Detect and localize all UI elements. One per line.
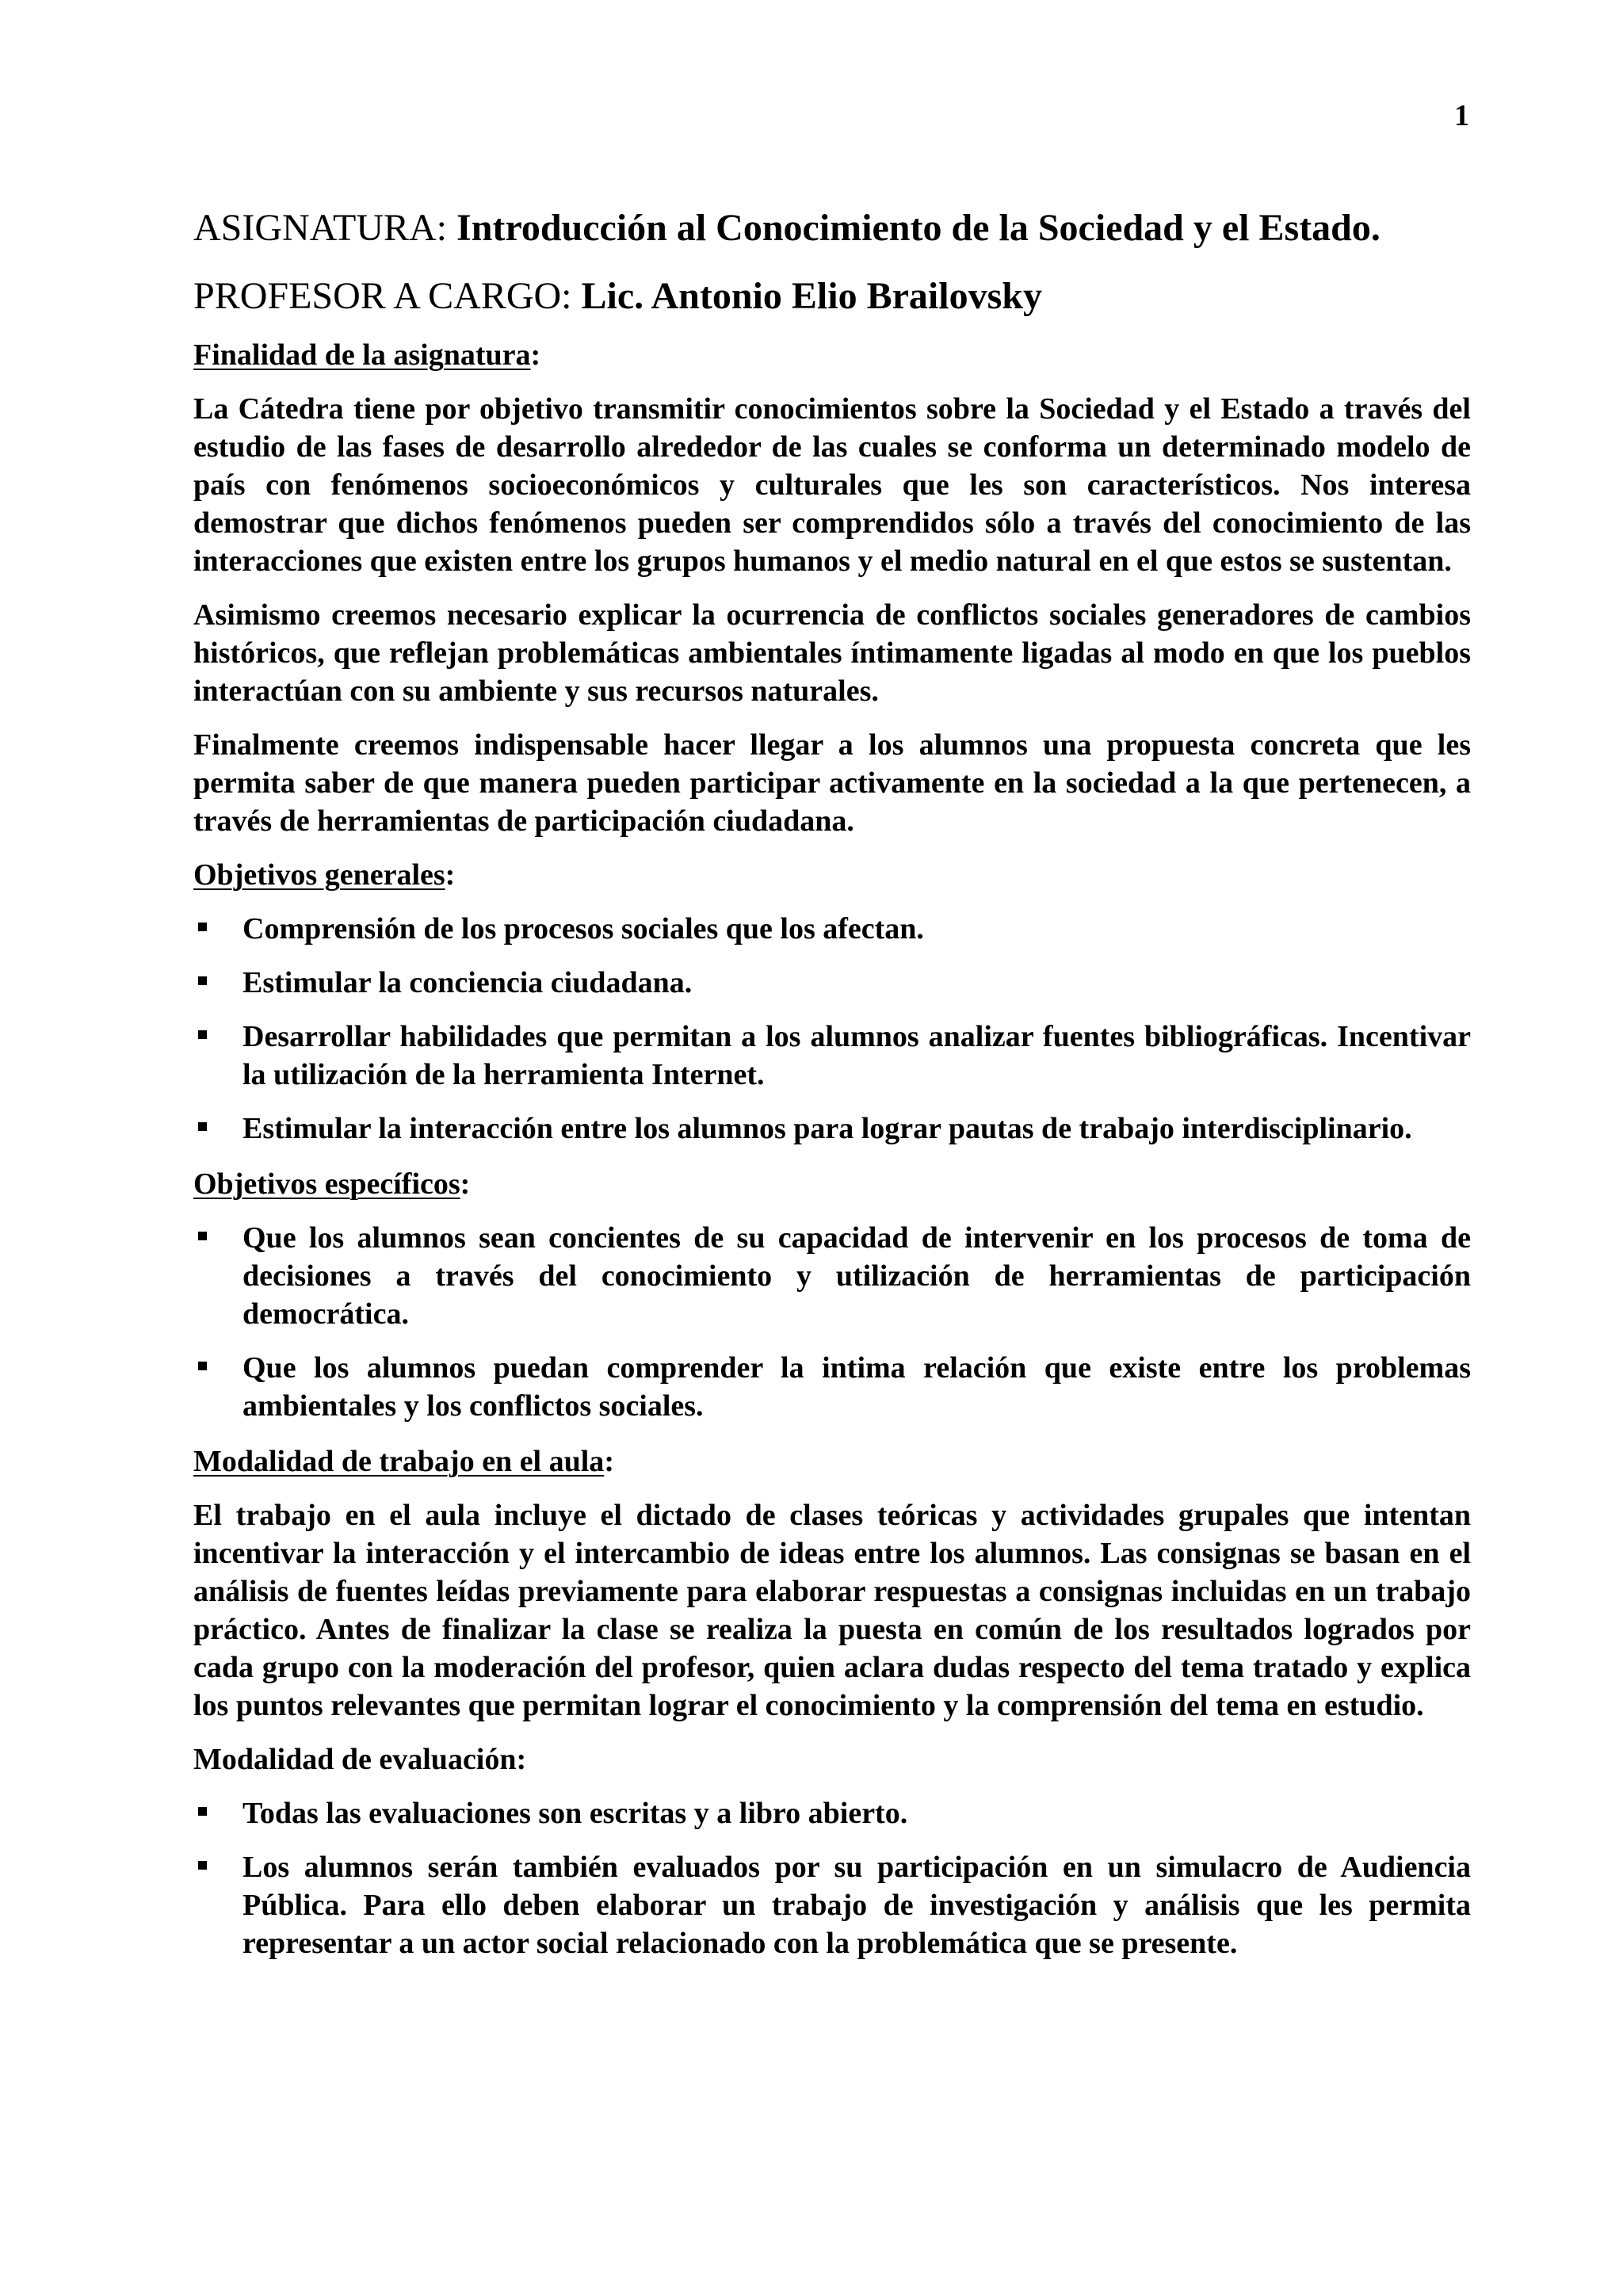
objetivos-generales-list <box>193 910 1471 1148</box>
paragraph: La Cátedra tiene por objetivo transmitir conocimientos sobre la Sociedad y el Estado a través del estudio de las fases de desarrollo alrededor de las cuales se conforma un determinado modelo de país con fenómenos socioeconómicos y culturales que les son característicos. Nos interesa demostrar que dichos fenómenos pueden ser comprendidos sólo a través del conocimiento de las interacciones que existen entre los grupos humanos y el medio natural en el que estos se sustentan. <box>193 392 1471 578</box>
section-heading-objetivos-especificos: Objetivos específicos: <box>193 1167 471 1201</box>
document-body <box>193 203 1471 1980</box>
list-item-text: Que los alumnos puedan comprender la intima relación que existe entre los problemas ambientales y los conflictos sociales. <box>242 1351 1471 1423</box>
list-item <box>193 1110 1471 1148</box>
paragraph: El trabajo en el aula incluye el dictado de clases teóricas y actividades grupales que intentan incentivar la interacción y el intercambio de ideas entre los alumnos. Las consignas se basan en el análisis de fuentes leídas previamente para elaborar respuestas a consignas incluidas en un trabajo práctico. Antes de finalizar la clase se realiza la puesta en común de los resultados logrados por cada grupo con la moderación del profesor, quien aclara dudas respecto del tema tratado y explica los puntos relevantes que permitan lograr el conocimiento y la comprensión del tema en estudio. <box>193 1499 1471 1722</box>
section-heading-modalidad-trabajo: Modalidad de trabajo en el aula: <box>193 1445 614 1478</box>
list-item-text: Estimular la conciencia ciudadana. <box>242 966 693 999</box>
objetivos-especificos-list <box>193 1219 1471 1425</box>
list-item <box>193 1794 1471 1832</box>
list-item-text: Desarrollar habilidades que permitan a los alumnos analizar fuentes bibliográficas. Incentivar la utilización de la herramienta Internet. <box>242 1020 1471 1091</box>
list-item-text: Los alumnos serán también evaluados por su participación en un simulacro de Audiencia Pública. Para ello deben elaborar un trabajo de investigación y análisis que les permita representar a un actor social relacionado con la problemática que se presente. <box>242 1851 1471 1960</box>
list-item-text: Estimular la interacción entre los alumnos para lograr pautas de trabajo interdisciplinario. <box>242 1112 1412 1145</box>
page-number: 1 <box>1454 99 1469 132</box>
list-item <box>193 1219 1471 1333</box>
list-item-text: Comprensión de los procesos sociales que los afectan. <box>242 912 924 946</box>
list-item <box>193 964 1471 1002</box>
subject-label: ASIGNATURA: <box>193 207 448 249</box>
square-bullet-icon <box>198 1861 207 1870</box>
square-bullet-icon <box>198 1122 207 1131</box>
modalidad-evaluacion-list <box>193 1794 1471 1962</box>
section-heading-objetivos-generales: Objetivos generales: <box>193 858 456 892</box>
professor-value: Lic. Antonio Elio Brailovsky <box>581 275 1042 317</box>
list-item <box>193 1848 1471 1962</box>
list-item <box>193 910 1471 948</box>
paragraph: Asimismo creemos necesario explicar la ocurrencia de conflictos sociales generadores de cambios históricos, que reflejan problemáticas ambientales íntimamente ligadas al modo en que los pueblos interactúan con su ambiente y sus recursos naturales. <box>193 598 1471 708</box>
square-bullet-icon <box>198 1362 207 1370</box>
professor-line <box>193 271 1471 322</box>
section-heading-modalidad-evaluacion: Modalidad de evaluación: <box>193 1743 527 1776</box>
square-bullet-icon <box>198 923 207 931</box>
heading-text: Objetivos generales <box>193 858 445 892</box>
subject-line <box>193 203 1471 254</box>
professor-label: PROFESOR A CARGO: <box>193 275 572 317</box>
list-item-text: Que los alumnos sean concientes de su capacidad de intervenir en los procesos de toma de decisiones a través del conocimiento y utilización de herramientas de participación democrática. <box>242 1221 1471 1331</box>
heading-text: Modalidad de trabajo en el aula <box>193 1445 605 1478</box>
square-bullet-icon <box>198 1030 207 1039</box>
square-bullet-icon <box>198 976 207 985</box>
square-bullet-icon <box>198 1807 207 1816</box>
list-item <box>193 1349 1471 1425</box>
subject-value: Introducción al Conocimiento de la Sociedad y el Estado. <box>456 207 1381 249</box>
list-item <box>193 1018 1471 1094</box>
heading-text: Finalidad de la asignatura <box>193 338 531 372</box>
square-bullet-icon <box>198 1232 207 1240</box>
heading-text: Objetivos específicos <box>193 1167 460 1201</box>
paragraph: Finalmente creemos indispensable hacer llegar a los alumnos una propuesta concreta que les permita saber de que manera pueden participar activamente en la sociedad a la que pertenecen, a través de herramientas de participación ciudadana. <box>193 728 1471 838</box>
list-item-text: Todas las evaluaciones son escritas y a libro abierto. <box>242 1797 908 1830</box>
section-heading-finalidad: Finalidad de la asignatura: <box>193 338 541 372</box>
